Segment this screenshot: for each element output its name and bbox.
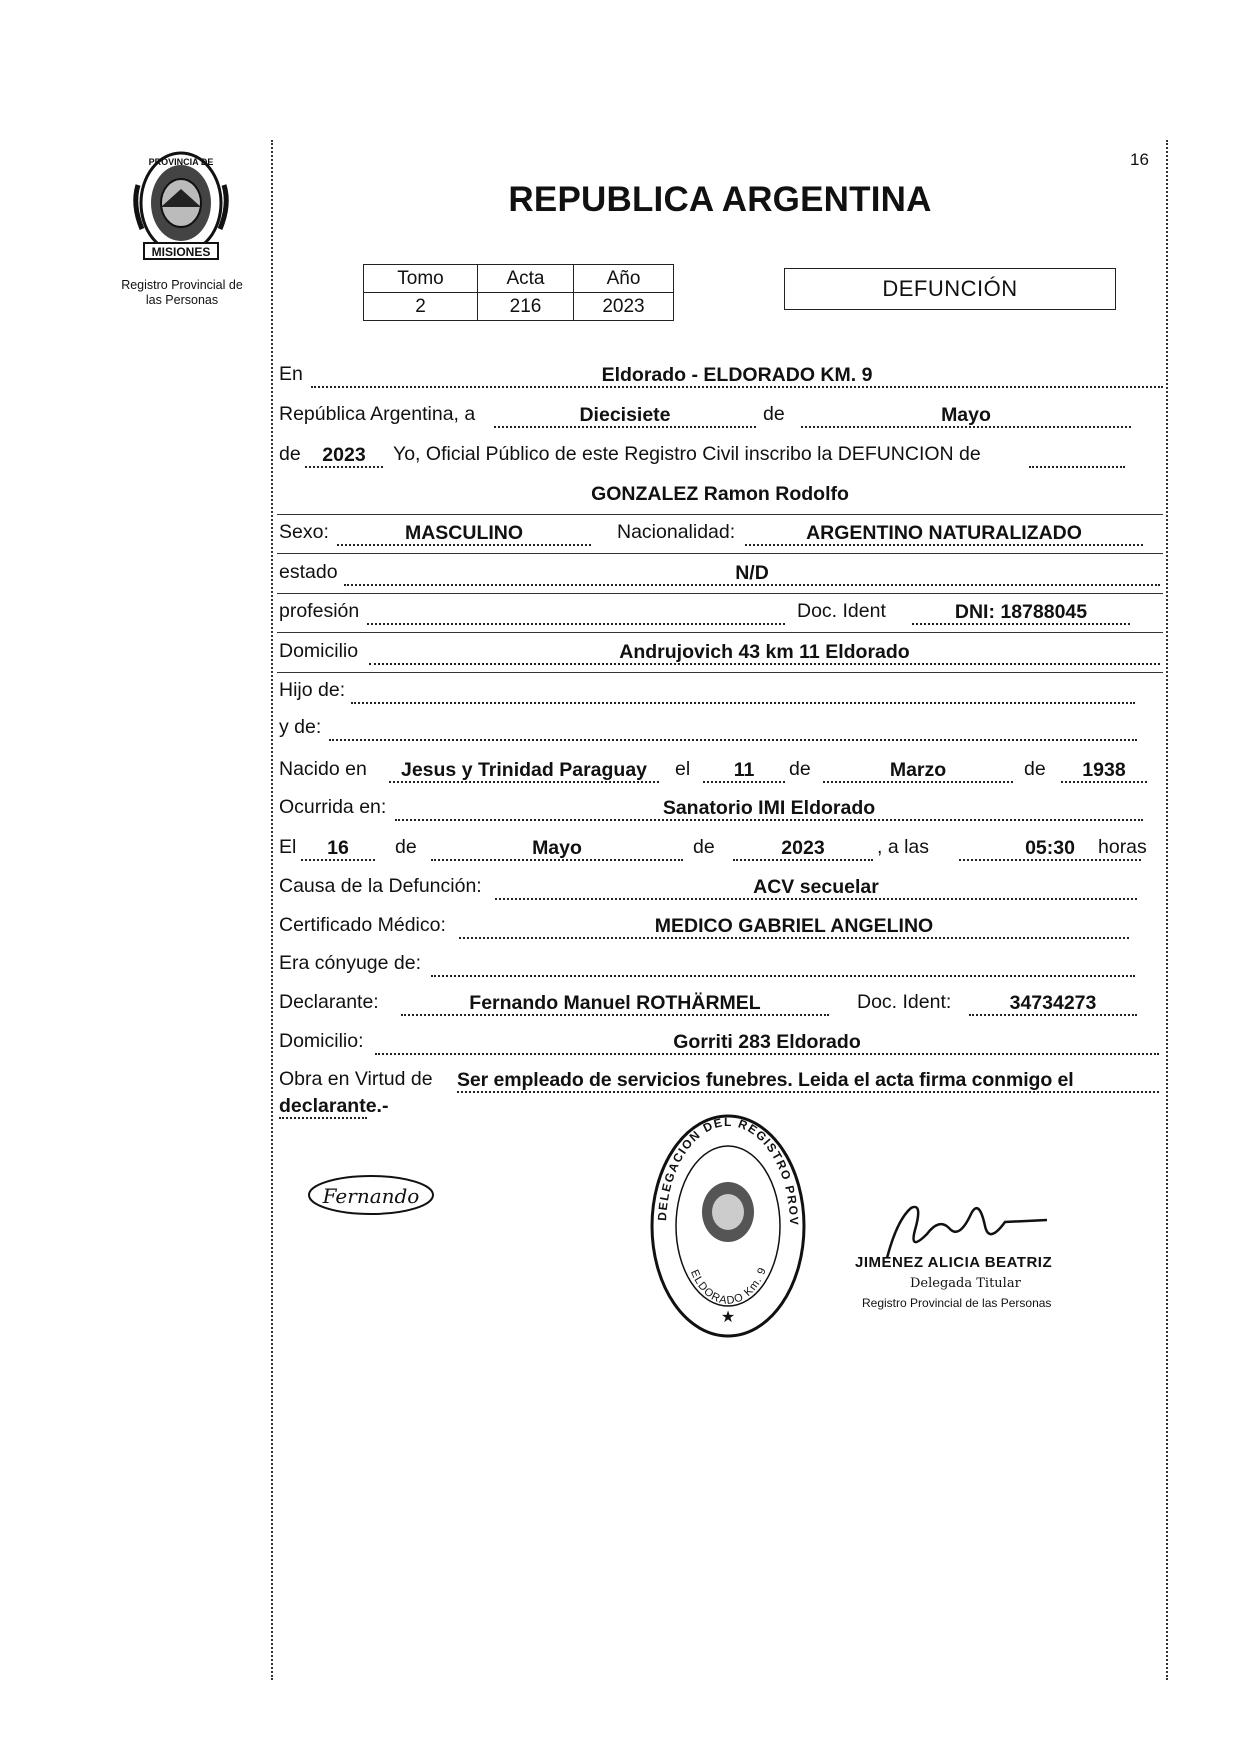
statement-tail-field <box>1029 444 1125 468</box>
en-label: En <box>279 363 303 385</box>
tomo-value: 2 <box>364 293 478 321</box>
obra-field-line2: declarante.- <box>279 1095 389 1117</box>
decl-doc-label: Doc. Ident: <box>857 991 952 1013</box>
row-estado <box>277 556 1163 594</box>
horas-label: horas <box>1098 836 1147 858</box>
doc-ident-field: DNI: 18788045 <box>912 601 1130 625</box>
month-field: Mayo <box>801 404 1131 428</box>
republica-label: República Argentina, a <box>279 403 476 425</box>
estado-label: estado <box>279 561 338 583</box>
left-margin-rule <box>271 140 273 1680</box>
row-certificado <box>277 908 1163 946</box>
profesion-field <box>367 601 785 625</box>
hijo-field <box>351 680 1135 704</box>
yde-label: y de: <box>279 716 322 738</box>
sexo-field: MASCULINO <box>337 522 591 546</box>
causa-label: Causa de la Defunción: <box>279 875 482 897</box>
de-label-2: de <box>279 443 301 465</box>
domicilio-field: Andrujovich 43 km 11 Eldorado <box>369 641 1160 665</box>
death-year-field: 2023 <box>733 837 873 861</box>
domicilio-label: Domicilio <box>279 640 359 662</box>
page-number: 16 <box>1130 150 1149 169</box>
row-decl-domicilio <box>277 1024 1163 1062</box>
deceased-name: GONZALEZ Ramon Rodolfo <box>591 483 849 505</box>
hijo-label: Hijo de: <box>279 679 346 701</box>
row-death-date <box>277 830 1163 868</box>
official-name: JIMENEZ ALICIA BEATRIZ <box>855 1254 1053 1271</box>
estado-field: N/D <box>344 562 1160 586</box>
record-table <box>363 264 674 321</box>
document-type-box: DEFUNCIÓN <box>784 268 1116 310</box>
de-label-1: de <box>763 403 785 425</box>
death-time-field: 05:30 <box>959 837 1141 861</box>
ocurrida-label: Ocurrida en: <box>279 796 387 818</box>
row-profesion <box>277 595 1163 633</box>
declarant-signature <box>305 1166 440 1226</box>
row-statement <box>277 437 1163 475</box>
registry-caption-line2: las Personas <box>145 293 219 307</box>
conyuge-field <box>431 953 1135 977</box>
row-hijo <box>277 673 1163 711</box>
yde-field <box>329 717 1137 741</box>
logo-text-top: PROVINCIA DE <box>148 157 214 167</box>
anio-value: 2023 <box>574 293 674 321</box>
nacionalidad-label: Nacionalidad: <box>617 521 736 543</box>
row-sex-nationality <box>277 516 1163 554</box>
row-domicilio <box>277 635 1163 673</box>
de-label-3: de <box>789 758 811 780</box>
declarante-label: Declarante: <box>279 991 379 1013</box>
conyuge-label: Era cónyuge de: <box>279 952 422 974</box>
decl-doc-field: 34734273 <box>969 992 1137 1016</box>
official-title: Delegada Titular <box>910 1276 1021 1291</box>
certificado-label: Certificado Médico: <box>279 914 446 936</box>
row-place <box>277 357 1163 395</box>
registry-caption-line1: Registro Provincial de <box>121 278 243 292</box>
decl-domicilio-field: Gorriti 283 Eldorado <box>375 1031 1159 1055</box>
seal-text: DELEGACION DEL REGISTRO PROV <box>655 1114 802 1227</box>
profesion-label: profesión <box>279 600 360 622</box>
birth-month-field: Marzo <box>823 759 1013 783</box>
row-declarante <box>277 985 1163 1023</box>
ocurrida-field: Sanatorio IMI Eldorado <box>395 797 1143 821</box>
doc-ident-label: Doc. Ident <box>797 600 886 622</box>
statement-text: Yo, Oficial Público de este Registro Civil inscribo la DEFUNCION de <box>393 443 981 465</box>
anio-header: Año <box>574 265 674 293</box>
row-ocurrida <box>277 790 1163 828</box>
seal-inner-text: ELDORADO Km. 9 <box>687 1265 770 1308</box>
de-label-6: de <box>693 836 715 858</box>
tomo-header: Tomo <box>364 265 478 293</box>
decl-domicilio-label: Domicilio: <box>279 1030 364 1052</box>
registry-caption <box>104 278 260 308</box>
place-field: Eldorado - ELDORADO KM. 9 <box>311 364 1163 388</box>
svg-text:ELDORADO Km. 9 <box>688 1265 769 1307</box>
official-seal <box>648 1112 808 1340</box>
row-date <box>277 397 1163 435</box>
misiones-coat-of-arms-logo <box>128 145 234 265</box>
de-label-5: de <box>395 836 417 858</box>
birth-place-field: Jesus y Trinidad Paraguay <box>389 759 659 783</box>
seal-star-icon: ★ <box>720 1309 736 1326</box>
row-nacido <box>277 752 1163 790</box>
declarant-signature-text: Fernando <box>322 1184 420 1208</box>
death-month-field: Mayo <box>431 837 683 861</box>
causa-field: ACV secuelar <box>495 876 1137 900</box>
right-margin-rule <box>1166 140 1168 1680</box>
row-deceased-name <box>277 477 1163 515</box>
logo-text-bottom: MISIONES <box>151 245 211 259</box>
de-label-4: de <box>1024 758 1046 780</box>
page-title: REPUBLICA ARGENTINA <box>508 180 932 219</box>
row-conyuge <box>277 946 1163 984</box>
acta-header: Acta <box>478 265 574 293</box>
official-office: Registro Provincial de las Personas <box>862 1296 1052 1310</box>
acta-value: 216 <box>478 293 574 321</box>
row-causa <box>277 869 1163 907</box>
day-words-field: Diecisiete <box>494 404 756 428</box>
obra-label: Obra en Virtud de <box>279 1068 433 1090</box>
el-upper-label: El <box>279 836 297 858</box>
year-field: 2023 <box>305 444 383 468</box>
birth-day-field: 11 <box>703 759 785 783</box>
row-yde <box>277 710 1163 748</box>
certificado-field: MEDICO GABRIEL ANGELINO <box>459 915 1129 939</box>
sexo-label: Sexo: <box>279 521 329 543</box>
death-day-field: 16 <box>301 837 375 861</box>
birth-year-field: 1938 <box>1061 759 1147 783</box>
nacionalidad-field: ARGENTINO NATURALIZADO <box>745 522 1143 546</box>
record-table-value-row <box>364 293 674 321</box>
declarante-field: Fernando Manuel ROTHÄRMEL <box>401 992 829 1016</box>
el-label: el <box>675 758 691 780</box>
nacido-label: Nacido en <box>279 758 367 780</box>
a-las-label: , a las <box>877 836 930 858</box>
record-table-header-row <box>364 265 674 293</box>
obra-field-line1: Ser empleado de servicios funebres. Leida el acta firma conmigo el <box>457 1069 1159 1093</box>
